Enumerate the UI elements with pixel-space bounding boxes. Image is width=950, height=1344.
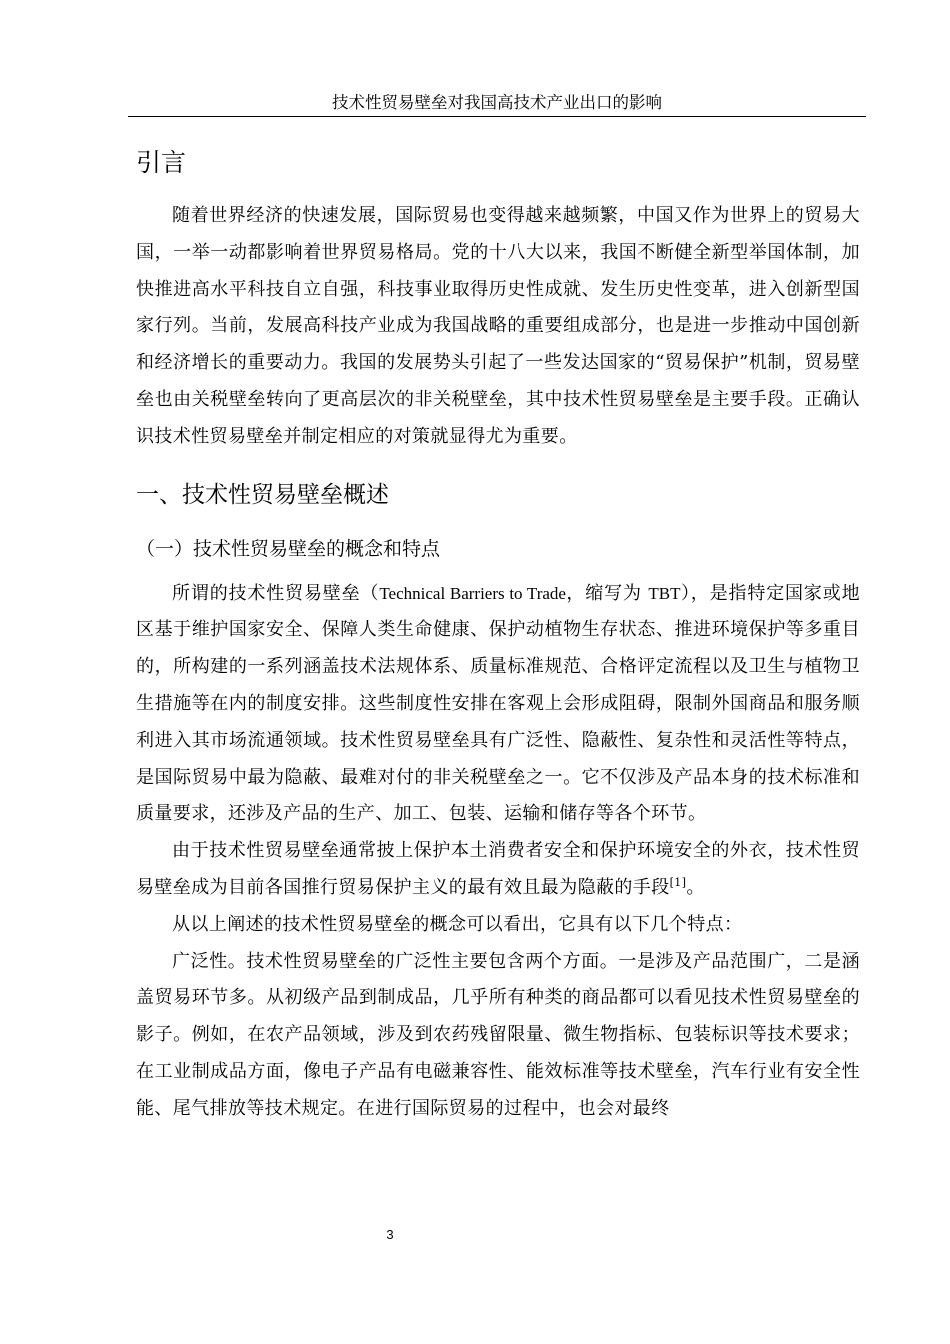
definition-paragraph <box>136 576 860 834</box>
subsection-1-heading: （一）技术性贸易壁垒的概念和特点 <box>136 537 441 560</box>
intro-paragraph: 随着世界经济的快速发展，国际贸易也变得越来越频繁，中国又作为世界上的贸易大国，一举一动都影响着世界贸易格局。党的十八大以来，我国不断健全新型举国体制，加快推进高水平科技自立自强，科技事业取得历史性成就、发生历史性变革，进入创新型国家行列。当前，发展高科技产业成为我国战略的重要组成部分，也是进一步推动中国创新和经济增长的重要动力。我国的发展势头引起了一些发达国家的“贸易保护”机制，贸易壁垒也由关税壁垒转向了更高层次的非关税壁垒，其中技术性贸易壁垒是主要手段。正确认识技术性贸易壁垒并制定相应的对策就显得尤为重要。 <box>136 205 860 447</box>
hidden-nature-text: 由于技术性贸易壁垒通常披上保护本土消费者安全和保护环境安全的外衣，技术性贸易壁垒成为目前各国推行贸易保护主义的最有效且最为隐蔽的手段 <box>136 840 860 898</box>
tbt-full-name: Technical Barriers to Trade <box>379 583 566 603</box>
definition-text-before: 所谓的技术性贸易壁垒（ <box>172 582 380 604</box>
definition-text-after: ），是指特定国家或地区基于维护国家安全、保障人类生命健康、保护动植物生存状态、推进环境保护等多重目的，所构建的一系列涵盖技术法规体系、质量标准规范、合格评定流程以及卫生与植物卫生措施等在内的制度安排。这些制度性安排在客观上会形成阻碍，限制外国商品和服务顺利进入其市场流通领域。技术性贸易壁垒具有广泛性、隐蔽性、复杂性和灵活性等特点，是国际贸易中最为隐蔽、最难对付的非关税壁垒之一。它不仅涉及产品本身的技术标准和质量要求，还涉及产品的生产、加工、包装、运输和储存等各个环节。 <box>136 582 860 825</box>
hidden-nature-paragraph <box>136 833 860 907</box>
citation-ref[interactable]: [1] <box>669 875 687 889</box>
running-header: 技术性贸易壁垒对我国高技术产业出口的影响 <box>128 92 866 117</box>
page-number: 3 <box>386 1227 394 1242</box>
intro-heading: 引言 <box>136 148 187 177</box>
page-body <box>136 146 860 1128</box>
hidden-nature-end: 。 <box>686 876 705 898</box>
definition-text-middle: ，缩写为 <box>565 582 649 604</box>
tbt-abbreviation: TBT <box>648 583 681 603</box>
section-1-heading: 一、技术性贸易壁垒概述 <box>136 481 389 508</box>
breadth-paragraph: 广泛性。技术性贸易壁垒的广泛性主要包含两个方面。一是涉及产品范围广，二是涵盖贸易环节多。从初级产品到制成品，几乎所有种类的商品都可以看见技术性贸易壁垒的影子。例如，在农产品领域，涉及到农药残留限量、微生物指标、包装标识等技术要求；在工业制成品方面，像电子产品有电磁兼容性、能效标准等技术壁垒，汽车行业有安全性能、尾气排放等技术规定。在进行国际贸易的过程中，也会对最终 <box>136 950 860 1119</box>
features-intro-paragraph: 从以上阐述的技术性贸易壁垒的概念可以看出，它具有以下几个特点： <box>172 913 743 935</box>
